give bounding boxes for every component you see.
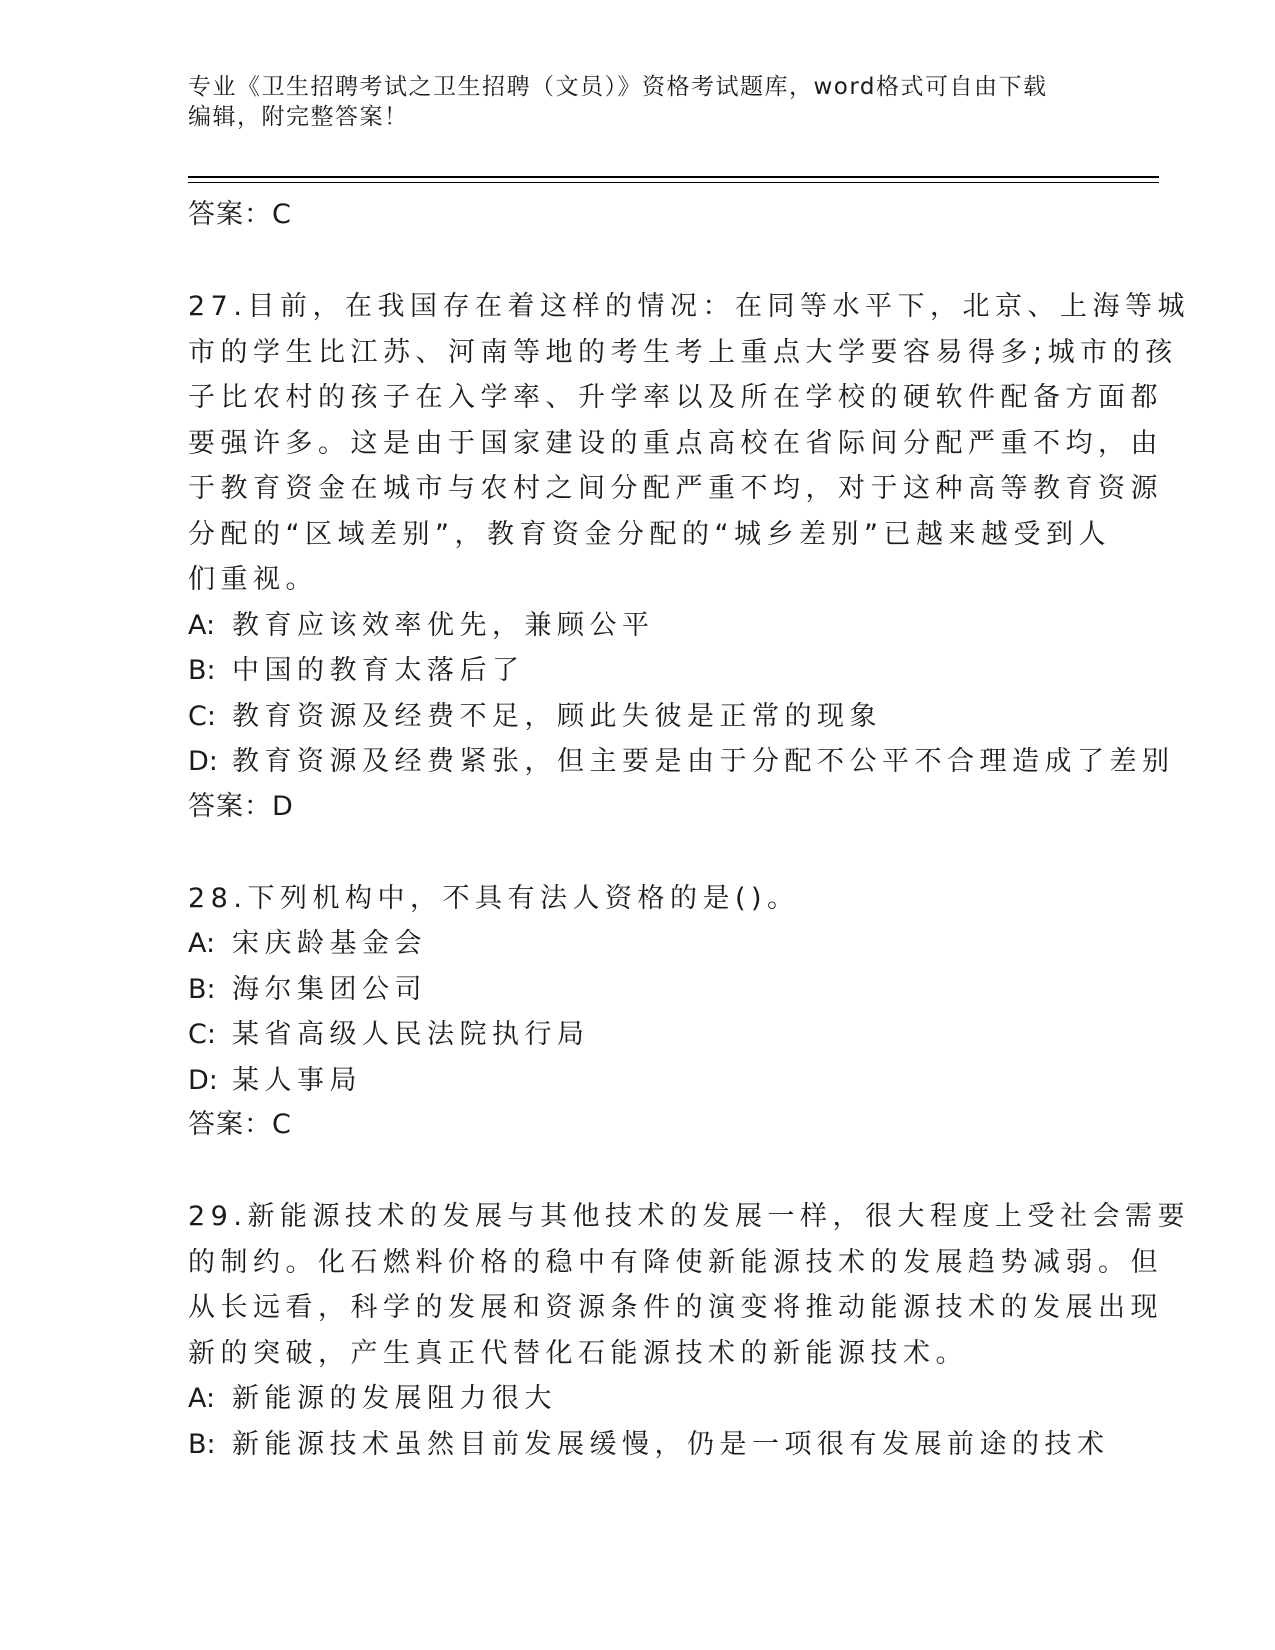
question-text-line: 子比农村的孩子在入学率、升学率以及所在学校的硬软件配备方面都 [188, 382, 1163, 413]
option-letter: C: [188, 1019, 216, 1050]
option-letter: B: [188, 973, 216, 1005]
question-text-line: 28.下列机构中，不具有法人资格的是()。 [188, 882, 800, 914]
question-block-29 [188, 1194, 1190, 1467]
option-text: 新能源的发展阻力很大 [232, 1383, 557, 1414]
question-text-line: 27.目前，在我国存在着这样的情况：在同等水平下，北京、上海等城 [188, 291, 1190, 322]
header-line-1: 专业《卫生招聘考试之卫生招聘（文员）》资格考试题库，word格式可自由下载 [188, 74, 1048, 100]
question-text-line: 们重视。 [188, 564, 318, 595]
option-text: 某省高级人民法院执行局 [232, 1019, 590, 1050]
option-text: 教育资源及经费紧张，但主要是由于分配不公平不合理造成了差别 [232, 746, 1175, 777]
option-b [188, 967, 1088, 1013]
question-block-28 [188, 876, 1088, 1148]
question-text-line: 的制约。化石燃料价格的稳中有降使新能源技术的发展趋势减弱。但 [188, 1246, 1163, 1278]
question-text-line: 于教育资金在城市与农村之间分配严重不均，对于这种高等教育资源 [188, 473, 1163, 504]
document-header [188, 72, 1088, 132]
option-letter: C: [188, 700, 216, 732]
question-text-line: 从长远看，科学的发展和资源条件的演变将推动能源技术的发展出现 [188, 1292, 1163, 1323]
answer-line: 答案：D [188, 790, 294, 822]
question-text-line: 市的学生比江苏、河南等地的考生考上重点大学要容易得多;城市的孩 [188, 336, 1178, 368]
option-text: 海尔集团公司 [232, 973, 427, 1005]
answer-line: 答案：C [188, 199, 292, 230]
option-d [188, 739, 1175, 785]
question-text-line: 新的突破，产生真正代替化石能源技术的新能源技术。 [188, 1337, 968, 1369]
question-block-27 [188, 284, 1190, 829]
spacer [188, 237, 1088, 284]
option-a [188, 603, 1088, 649]
option-letter: B: [188, 655, 216, 686]
option-text: 新能源技术虽然目前发展缓慢，仍是一项很有发展前途的技术 [232, 1428, 1110, 1460]
option-c [188, 694, 1088, 740]
option-text: 教育应该效率优先，兼顾公平 [232, 609, 655, 641]
option-letter: A: [188, 928, 216, 959]
option-text: 某人事局 [232, 1064, 362, 1096]
option-letter: B: [188, 1428, 216, 1460]
answer-line: 答案：C [188, 1109, 292, 1140]
option-text: 中国的教育太落后了 [232, 655, 525, 686]
question-text-line: 要强许多。这是由于国家建设的重点高校在省际间分配严重不均，由 [188, 427, 1163, 459]
option-text: 教育资源及经费不足，顾此失彼是正常的现象 [232, 700, 882, 732]
option-letter: D: [188, 1064, 218, 1096]
question-text-line: 29.新能源技术的发展与其他技术的发展一样，很大程度上受社会需要 [188, 1201, 1190, 1232]
option-text: 宋庆龄基金会 [232, 928, 427, 959]
option-a [188, 1376, 1088, 1422]
spacer [188, 829, 1088, 876]
header-rule-thin [188, 182, 1159, 183]
option-letter: A: [188, 1383, 216, 1414]
option-a [188, 921, 1088, 967]
option-d [188, 1058, 1088, 1104]
header-line-2: 编辑，附完整答案！ [188, 104, 409, 130]
option-c [188, 1012, 1088, 1058]
header-rule-thick [188, 176, 1159, 178]
option-b [188, 1422, 1110, 1468]
option-b [188, 648, 1088, 694]
question-text-line: 分配的“区域差别”，教育资金分配的“城乡差别”已越来越受到人 [188, 518, 1111, 550]
spacer [188, 1147, 1088, 1194]
option-letter: A: [188, 609, 216, 641]
document-body [188, 193, 1190, 1467]
option-letter: D: [188, 746, 218, 777]
